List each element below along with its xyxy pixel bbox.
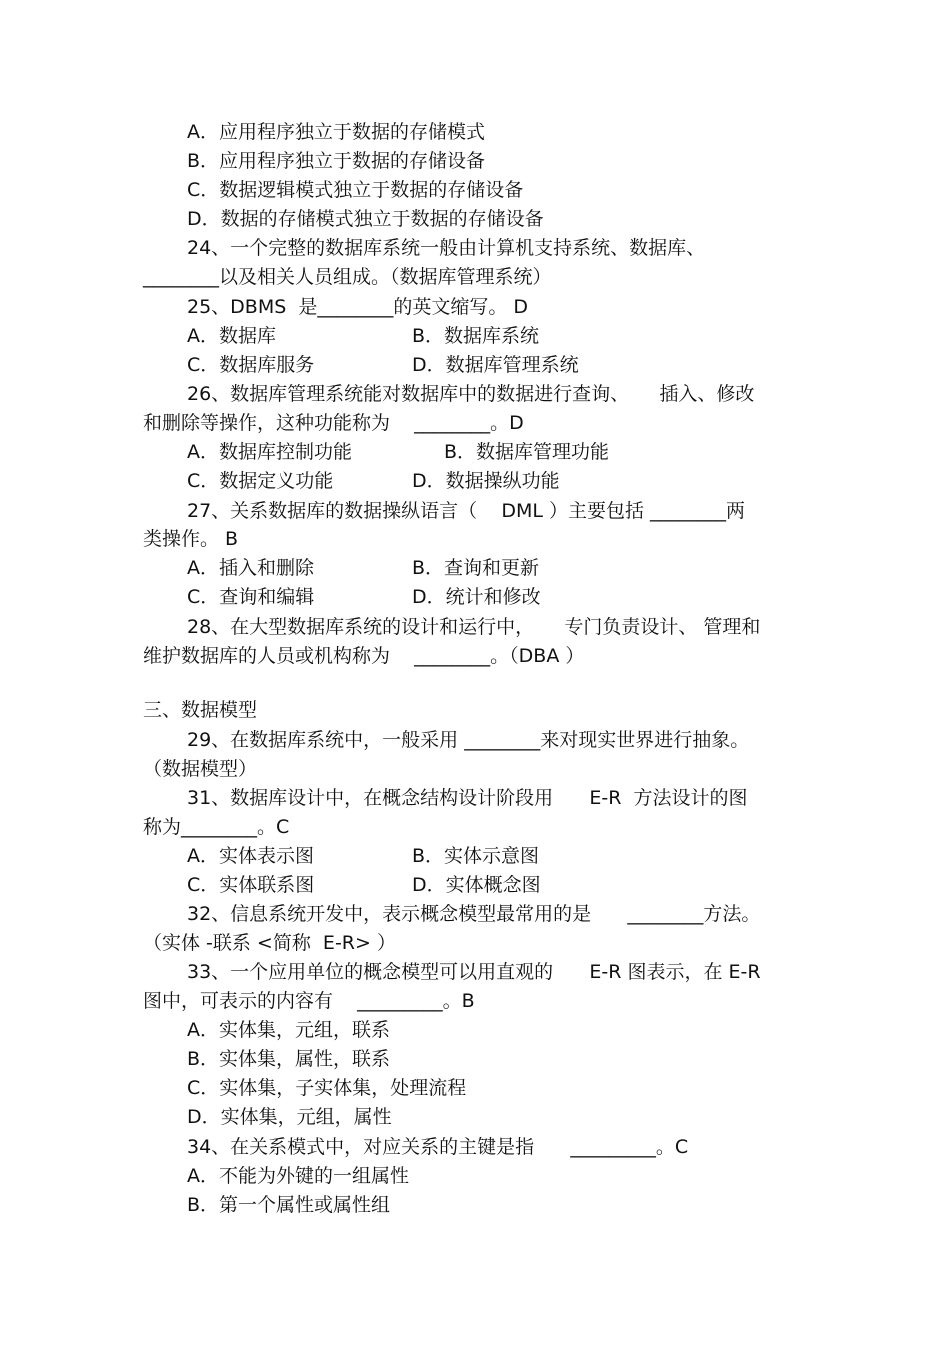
- option-d-q33: D．实体集，元组，属性: [187, 1106, 392, 1128]
- option-c-q27: C．查询和编辑: [187, 586, 315, 608]
- option-b-q27: B．查询和更新: [412, 557, 540, 579]
- option-c-q31: C．实体联系图: [187, 874, 315, 896]
- question-32-line-1: 32、信息系统开发中，表示概念模型最常用的是 ________方法。: [187, 903, 761, 925]
- question-28-line-1: 28、在大型数据库系统的设计和运行中， 专门负责设计、 管理和: [187, 616, 761, 638]
- question-29-line-2: （数据模型）: [143, 758, 258, 780]
- question-31-line-2: 称为________。C: [143, 816, 290, 838]
- question-25: 25、DBMS 是________的英文缩写。 D: [187, 296, 529, 318]
- option-a-q27: A．插入和删除: [187, 557, 314, 579]
- option-a-q34: A．不能为外键的一组属性: [187, 1165, 409, 1187]
- option-b-q23: B．应用程序独立于数据的存储设备: [187, 150, 486, 172]
- option-a-q23: A．应用程序独立于数据的存储模式: [187, 121, 485, 143]
- option-a-q33: A．实体集，元组，联系: [187, 1019, 390, 1041]
- option-d-q31: D．实体概念图: [412, 874, 541, 896]
- question-32-line-2: （实体 -联系 <简称 E-R> ）: [143, 932, 396, 954]
- option-c-q25: C．数据库服务: [187, 354, 315, 376]
- option-a-q25: A．数据库: [187, 325, 276, 347]
- question-33-line-2: 图中，可表示的内容有 _________。B: [143, 990, 475, 1012]
- option-b-q34: B．第一个属性或属性组: [187, 1194, 391, 1216]
- option-d-q27: D．统计和修改: [412, 586, 541, 608]
- option-d-q25: D．数据库管理系统: [412, 354, 579, 376]
- question-31-line-1: 31、数据库设计中，在概念结构设计阶段用 E-R 方法设计的图: [187, 787, 748, 809]
- question-33-line-1: 33、一个应用单位的概念模型可以用直观的 E-R 图表示，在 E-R: [187, 961, 761, 983]
- question-27-line-2: 类操作。 B: [143, 528, 239, 550]
- option-c-q23: C．数据逻辑模式独立于数据的存储设备: [187, 179, 524, 201]
- option-b-q26: B．数据库管理功能: [444, 441, 610, 463]
- option-c-q33: C．实体集，子实体集，处理流程: [187, 1077, 467, 1099]
- option-b-q25: B．数据库系统: [412, 325, 540, 347]
- option-d-q23: D．数据的存储模式独立于数据的存储设备: [187, 208, 544, 230]
- option-d-q26: D．数据操纵功能: [412, 470, 560, 492]
- option-a-q31: A．实体表示图: [187, 845, 314, 867]
- question-27-line-1: 27、关系数据库的数据操纵语言（ DML ）主要包括 ________两: [187, 500, 746, 522]
- option-c-q26: C．数据定义功能: [187, 470, 334, 492]
- option-b-q31: B．实体示意图: [412, 845, 540, 867]
- question-34: 34、在关系模式中，对应关系的主键是指 _________。C: [187, 1136, 689, 1158]
- question-26-line-1: 26、数据库管理系统能对数据库中的数据进行查询、 插入、修改: [187, 383, 755, 405]
- section-heading: 三、数据模型: [143, 699, 258, 721]
- question-29-line-1: 29、在数据库系统中，一般采用 ________来对现实世界进行抽象。: [187, 729, 750, 751]
- question-24-line-1: 24、一个完整的数据库系统一般由计算机支持系统、数据库、: [187, 237, 706, 259]
- question-28-line-2: 维护数据库的人员或机构称为 ________。（DBA ）: [143, 645, 585, 667]
- option-b-q33: B．实体集，属性，联系: [187, 1048, 391, 1070]
- question-24-line-2: ________以及相关人员组成。（数据库管理系统）: [143, 266, 552, 288]
- question-26-line-2: 和删除等操作，这种功能称为 ________。D: [143, 412, 524, 434]
- option-a-q26: A．数据库控制功能: [187, 441, 352, 463]
